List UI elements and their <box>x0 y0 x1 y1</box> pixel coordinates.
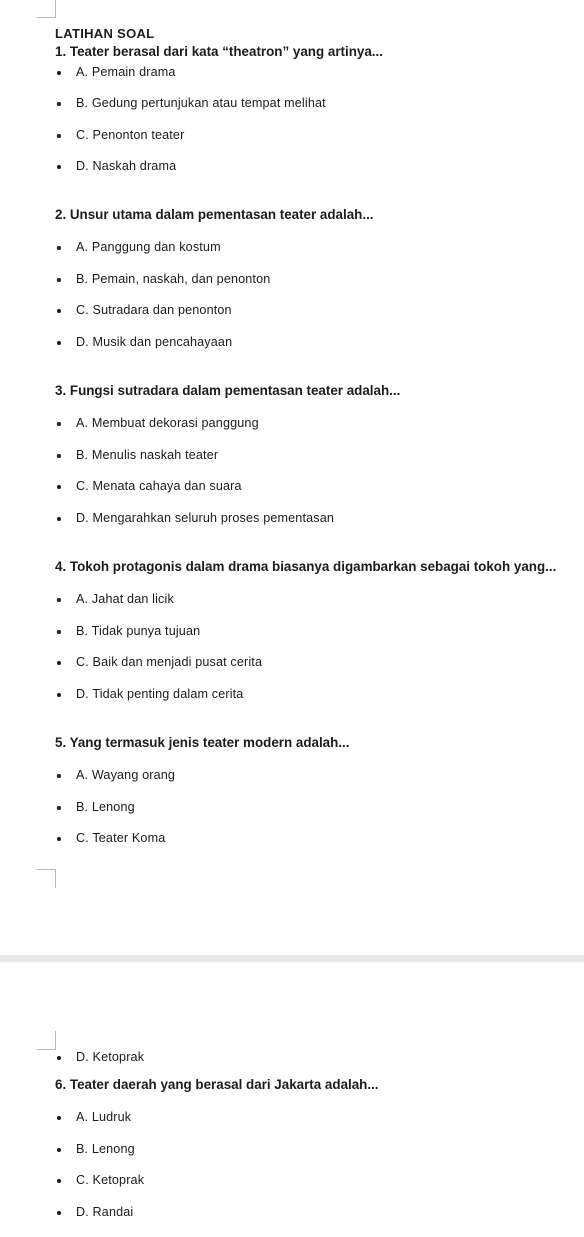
page-corner-mark <box>37 1031 56 1050</box>
question-6-option-b: B. Lenong <box>76 1142 135 1156</box>
question-3-option-b: B. Menulis naskah teater <box>76 448 219 462</box>
bullet-icon <box>57 517 61 521</box>
bullet-icon <box>57 693 61 697</box>
bullet-icon <box>57 246 61 250</box>
question-1-option-b: B. Gedung pertunjukan atau tempat melihat <box>76 96 326 110</box>
question-5-option-d: D. Ketoprak <box>76 1050 145 1064</box>
page-separator <box>0 955 584 962</box>
question-3-option-d: D. Mengarahkan seluruh proses pementasan <box>76 511 335 525</box>
question-5: 5. Yang termasuk jenis teater modern adalah... <box>55 735 350 750</box>
question-3-option-a: A. Membuat dekorasi panggung <box>76 416 259 430</box>
question-3-option-c: C. Menata cahaya dan suara <box>76 479 242 493</box>
question-6: 6. Teater daerah yang berasal dari Jakarta adalah... <box>55 1077 379 1092</box>
question-3: 3. Fungsi sutradara dalam pementasan teater adalah... <box>55 383 401 398</box>
bullet-icon <box>57 1056 61 1060</box>
question-5-option-c: C. Teater Koma <box>76 831 166 845</box>
question-5-option-a: A. Wayang orang <box>76 768 176 782</box>
question-5-option-b: B. Lenong <box>76 800 135 814</box>
document-page-2 <box>0 962 584 1237</box>
bullet-icon <box>57 598 61 602</box>
bullet-icon <box>57 774 61 778</box>
bullet-icon <box>57 485 61 489</box>
bullet-icon <box>57 1211 61 1215</box>
question-1-option-c: C. Penonton teater <box>76 128 185 142</box>
bullet-icon <box>57 1148 61 1152</box>
question-1-option-d: D. Naskah drama <box>76 159 177 173</box>
bullet-icon <box>57 341 61 345</box>
question-2: 2. Unsur utama dalam pementasan teater adalah... <box>55 207 374 222</box>
page-corner-mark <box>37 0 56 18</box>
bullet-icon <box>57 454 61 458</box>
question-4-option-d: D. Tidak penting dalam cerita <box>76 687 244 701</box>
question-2-option-c: C. Sutradara dan penonton <box>76 303 232 317</box>
question-6-option-c: C. Ketoprak <box>76 1173 145 1187</box>
bullet-icon <box>57 134 61 138</box>
bullet-icon <box>57 71 61 75</box>
question-4-option-c: C. Baik dan menjadi pusat cerita <box>76 655 263 669</box>
question-2-option-d: D. Musik dan pencahayaan <box>76 335 233 349</box>
bullet-icon <box>57 165 61 169</box>
bullet-icon <box>57 309 61 313</box>
question-1-option-a: A. Pemain drama <box>76 65 176 79</box>
bullet-icon <box>57 661 61 665</box>
question-2-option-b: B. Pemain, naskah, dan penonton <box>76 272 271 286</box>
document-title: LATIHAN SOAL <box>55 26 155 41</box>
bullet-icon <box>57 806 61 810</box>
bullet-icon <box>57 278 61 282</box>
bullet-icon <box>57 422 61 426</box>
bullet-icon <box>57 1116 61 1120</box>
question-6-option-d: D. Randai <box>76 1205 134 1219</box>
page-corner-mark <box>37 869 56 888</box>
bullet-icon <box>57 630 61 634</box>
question-6-option-a: A. Ludruk <box>76 1110 132 1124</box>
bullet-icon <box>57 1179 61 1183</box>
bullet-icon <box>57 102 61 106</box>
question-4: 4. Tokoh protagonis dalam drama biasanya digambarkan sebagai tokoh yang... <box>55 559 557 574</box>
question-1: 1. Teater berasal dari kata “theatron” yang artinya... <box>55 44 383 59</box>
bullet-icon <box>57 837 61 841</box>
question-4-option-a: A. Jahat dan licik <box>76 592 174 606</box>
question-2-option-a: A. Panggung dan kostum <box>76 240 221 254</box>
question-4-option-b: B. Tidak punya tujuan <box>76 624 201 638</box>
